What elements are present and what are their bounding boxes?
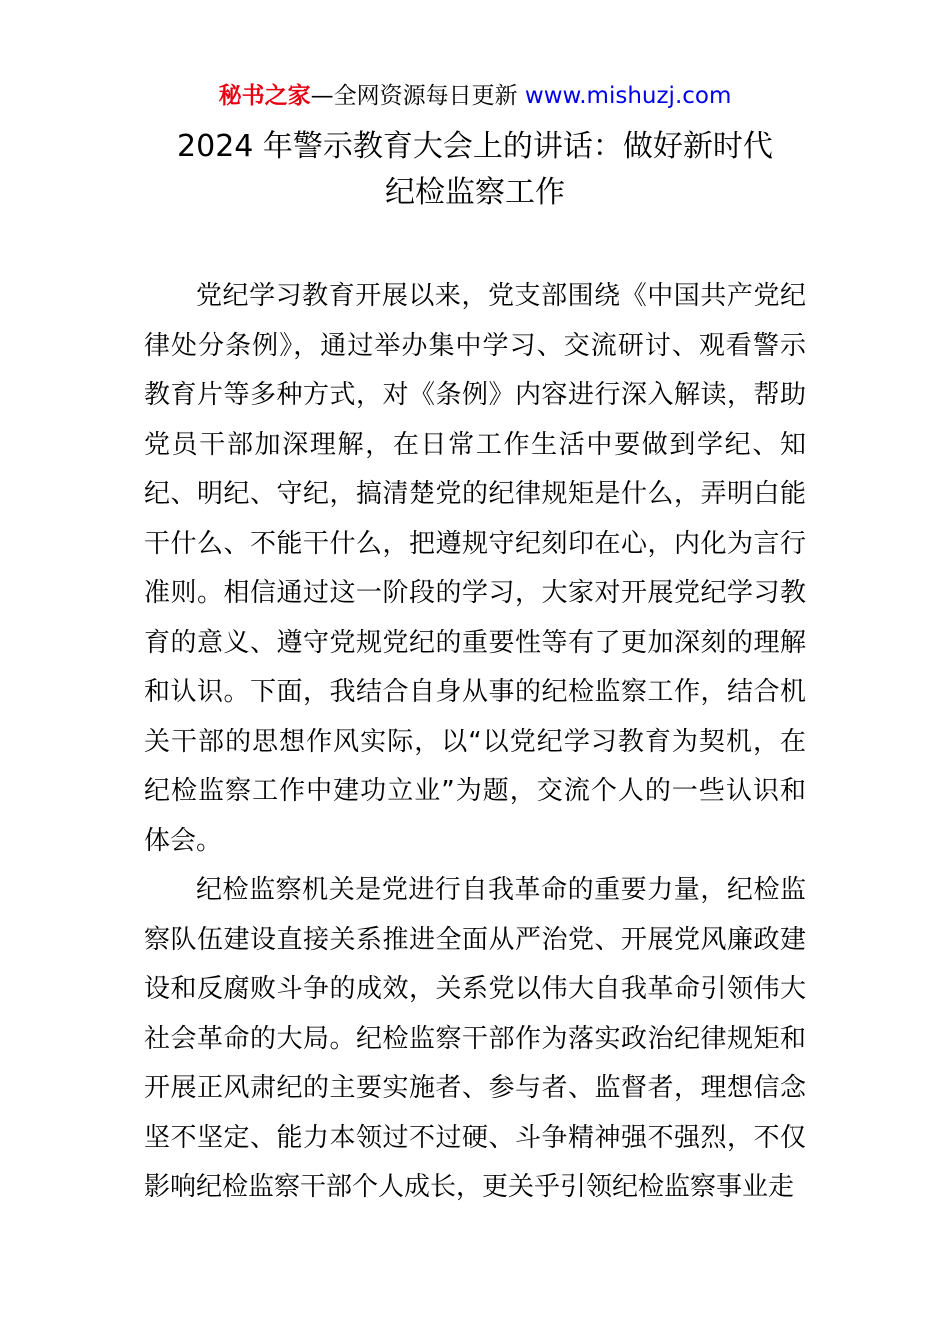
paragraph: 党纪学习教育开展以来，党支部围绕《中国共产党纪律处分条例》，通过举办集中学习、交流研讨、观看警示教育片等多种方式，对《条例》内容进行深入解读，帮助党员干部加深理解，在日常工作生活中要做到学纪、知纪、明纪、守纪，搞清楚党的纪律规矩是什么，弄明白能干什么、不能干什么，把遵规守纪刻印在心，内化为言行准则。相信通过这一阶段的学习，大家对开展党纪学习教育的意义、遵守党规党纪的重要性等有了更加深刻的理解和认识。下面，我结合自身从事的纪检监察工作，结合机关干部的思想作风实际，以“以党纪学习教育为契机，在纪检监察工作中建功立业”为题，交流个人的一些认识和体会。: [144, 281, 806, 856]
document-body: [144, 272, 806, 1213]
header-tagline: —全网资源每日更新: [310, 83, 518, 109]
title-line-2: 纪检监察工作: [385, 175, 565, 210]
site-header: [0, 80, 950, 112]
title-line-1: 2024 年警示教育大会上的讲话：做好新时代: [177, 129, 773, 164]
document-title: [0, 124, 950, 216]
brand-name: 秘书之家: [218, 83, 311, 109]
paragraph: 纪检监察机关是党进行自我革命的重要力量，纪检监察队伍建设直接关系推进全面从严治党、开展党风廉政建设和反腐败斗争的成效，关系党以伟大自我革命引领伟大社会革命的大局。纪检监察干部作为落实政治纪律规矩和开展正风肃纪的主要实施者、参与者、监督者，理想信念坚不坚定、能力本领过不过硬、斗争精神强不强烈，不仅影响纪检监察干部个人成长，更关乎引领纪检监察事业走: [144, 875, 806, 1202]
site-url-link[interactable]: www.mishuzj.com: [524, 83, 732, 109]
